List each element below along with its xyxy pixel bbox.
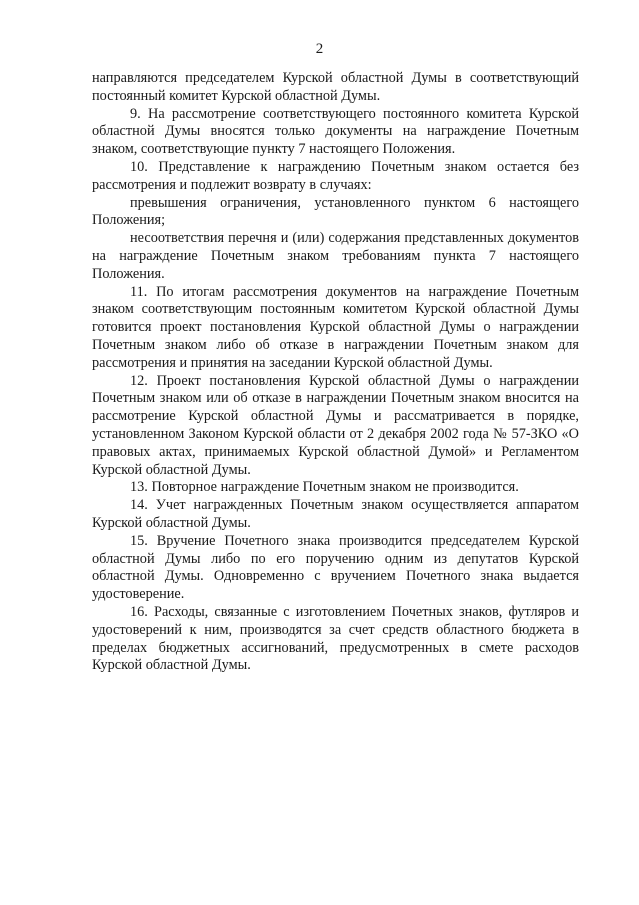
paragraph-14: 14. Учет награжденных Почетным знаком осуществляется аппаратом Курской областной Думы. [92,497,579,531]
paragraph-10-case-2: несоответствия перечня и (или) содержания представленных документов на награждение Почетным знаком требованиям пункта 7 настоящего Положения. [92,230,579,282]
paragraph-13: 13. Повторное награждение Почетным знаком не производится. [130,479,519,496]
document-body [92,70,579,675]
page-number: 2 [315,41,324,57]
paragraph-12: 12. Проект постановления Курской областной Думы о награждении Почетным знаком или об отказе в награждении Почетным знаком вносится на рассмотрение Курской областной Думы и рассматривается в порядке, установленном Законом Курской области от 2 декабря 2002 года № 57-ЗКО «О правовых актах, принимаемых Курской областной Думой» и Регламентом Курской областной Думы. [92,372,579,478]
paragraph-16: 16. Расходы, связанные с изготовлением Почетных знаков, футляров и удостоверений к ним, производятся за счет средств областного бюджета в пределах бюджетных ассигнований, предусмотренных в смете расходов Курской областной Думы. [92,603,579,674]
paragraph-continuation: направляются председателем Курской областной Думы в соответствующий постоянный комитет Курской областной Думы. [92,70,579,104]
paragraph-10: 10. Представление к награждению Почетным знаком остается без рассмотрения и подлежит возврату в случаях: [92,158,579,193]
paragraph-11: 11. По итогам рассмотрения документов на награждение Почетным знаком соответствующим постоянным комитетом Курской областной Думы готовится проект постановления Курской областной Думы о награждении Почетным знаком либо об отказе в награждении Почетным знаком для рассмотрения и принятия на заседании Курской областной Думы. [92,283,579,371]
paragraph-10-case-1: превышения ограничения, установленного пунктом 6 настоящего Положения; [92,194,579,229]
paragraph-9: 9. На рассмотрение соответствующего постоянного комитета Курской областной Думы вносятся только документы на награждение Почетным знаком, соответствующие пункту 7 настоящего Положения. [92,105,579,158]
paragraph-15: 15. Вручение Почетного знака производится председателем Курской областной Думы либо по его поручению одним из депутатов Курской областной Думы. Одновременно с вручением Почетного знака выдается удостоверение. [92,532,579,603]
